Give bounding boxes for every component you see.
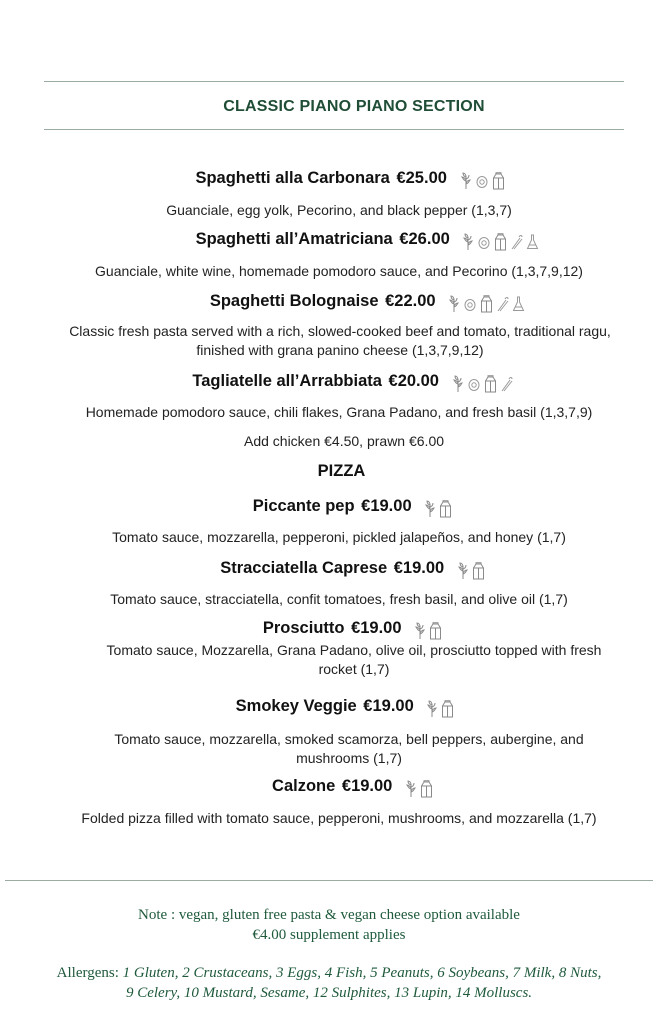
menu-item-bolognaise <box>0 292 658 313</box>
title-underline <box>44 129 624 130</box>
allergen-icons <box>457 561 488 580</box>
wheat-icon <box>414 621 429 639</box>
item-description: Tomato sauce, stracciatella, confit tomatoes, fresh basil, and olive oil (1,7) <box>110 591 568 607</box>
allergen-icons <box>462 232 542 251</box>
wheat-icon <box>452 374 467 392</box>
item-description: Classic fresh pasta served with a rich, slowed-cooked beef and tomato, traditional ragu, finished with grana panino cheese (1,3,7,9,12) <box>69 323 611 358</box>
menu-item-piccante-pep <box>0 497 658 518</box>
item-name: Spaghetti Bolognaise <box>209 292 379 310</box>
flask-icon <box>512 294 528 312</box>
milk-icon <box>484 374 500 392</box>
allergens-list-line1: 1 Gluten, 2 Crustaceans, 3 Eggs, 4 Fish, 5 Peanuts, 6 Soybeans, 7 Milk, 8 Nuts, <box>122 965 602 981</box>
item-name: Prosciutto <box>262 619 345 637</box>
item-name: Stracciatella Caprese <box>220 559 388 577</box>
allergens-legend <box>8 963 650 1003</box>
allergen-icons <box>448 294 528 313</box>
item-price: €26.00 <box>399 230 450 248</box>
item-description: Tomato sauce, Mozzarella, Grana Padano, olive oil, prosciutto topped with fresh rocket (1,7) <box>106 642 602 677</box>
item-description: Guanciale, white wine, homemade pomodoro sauce, and Pecorino (1,3,7,9,12) <box>95 263 583 279</box>
allergen-icons <box>460 171 508 190</box>
menu-item-calzone <box>0 777 658 798</box>
wheat-icon <box>448 294 463 312</box>
menu-item-smokey-veggie <box>0 697 658 718</box>
wheat-icon <box>462 232 477 250</box>
milk-icon <box>439 499 455 517</box>
wheat-icon <box>424 499 439 517</box>
menu-item-carbonara <box>0 169 658 190</box>
item-name: Tagliatelle all’Arrabbiata <box>192 372 382 390</box>
allergen-icons <box>452 374 516 393</box>
item-price: €19.00 <box>361 497 412 515</box>
milk-icon <box>441 699 457 717</box>
item-description: Homemade pomodoro sauce, chili flakes, Grana Padano, and fresh basil (1,3,7,9) <box>85 404 593 420</box>
pizza-heading: PIZZA <box>317 462 366 480</box>
milk-icon <box>429 621 445 639</box>
menu-item-stracciatella <box>0 559 658 580</box>
item-name: Calzone <box>272 777 336 795</box>
menu-item-prosciutto <box>0 619 658 640</box>
allergen-icons <box>424 499 455 518</box>
item-price: €20.00 <box>388 372 439 390</box>
addon-note: Add chicken €4.50, prawn €6.00 <box>243 433 445 449</box>
egg-icon <box>463 294 480 312</box>
item-name: Spaghetti all’Amatriciana <box>195 230 393 248</box>
milk-icon <box>492 171 508 189</box>
allergens-list-line2: 9 Celery, 10 Mustard, Sesame, 12 Sulphites, 13 Lupin, 14 Molluscs. <box>125 985 533 1001</box>
milk-icon <box>420 779 436 797</box>
item-price: €19.00 <box>341 777 393 795</box>
supplement-note: €4.00 supplement applies <box>252 927 406 943</box>
item-name: Spaghetti alla Carbonara <box>195 169 390 187</box>
item-description: Guanciale, egg yolk, Pecorino, and black pepper (1,3,7) <box>166 202 512 218</box>
section-title: CLASSIC PIANO PIANO SECTION <box>223 98 485 115</box>
wheat-icon <box>460 171 475 189</box>
dietary-note: Note : vegan, gluten free pasta & vegan cheese option available <box>138 907 520 923</box>
wheat-icon <box>426 699 441 717</box>
item-price: €19.00 <box>393 559 445 577</box>
milk-icon <box>472 561 488 579</box>
item-price: €22.00 <box>385 292 436 310</box>
egg-icon <box>477 232 494 250</box>
wheat-icon <box>405 779 420 797</box>
menu-item-amatriciana <box>0 230 658 251</box>
milk-icon <box>480 294 496 312</box>
allergen-icons <box>405 779 436 798</box>
egg-icon <box>467 374 484 392</box>
allergen-icons <box>426 699 457 718</box>
allergen-icons <box>414 621 445 640</box>
egg-icon <box>475 171 492 189</box>
celery-icon <box>496 294 512 312</box>
item-description: Tomato sauce, mozzarella, smoked scamorza, bell peppers, aubergine, and mushrooms (1,7) <box>114 731 584 766</box>
item-name: Smokey Veggie <box>235 697 357 715</box>
milk-icon <box>494 232 510 250</box>
flask-icon <box>526 232 542 250</box>
item-description: Tomato sauce, mozzarella, pepperoni, pickled jalapeños, and honey (1,7) <box>112 529 566 545</box>
item-name: Piccante pep <box>252 497 355 515</box>
item-price: €25.00 <box>396 169 447 187</box>
top-divider <box>44 81 624 82</box>
menu-item-arrabbiata <box>0 372 658 393</box>
item-price: €19.00 <box>351 619 402 637</box>
item-description: Folded pizza filled with tomato sauce, pepperoni, mushrooms, and mozzarella (1,7) <box>81 810 597 826</box>
wheat-icon <box>457 561 472 579</box>
allergens-label: Allergens: <box>56 965 119 981</box>
celery-icon <box>500 374 516 392</box>
footer-divider <box>5 880 653 881</box>
item-price: €19.00 <box>363 697 414 715</box>
celery-icon <box>510 232 526 250</box>
